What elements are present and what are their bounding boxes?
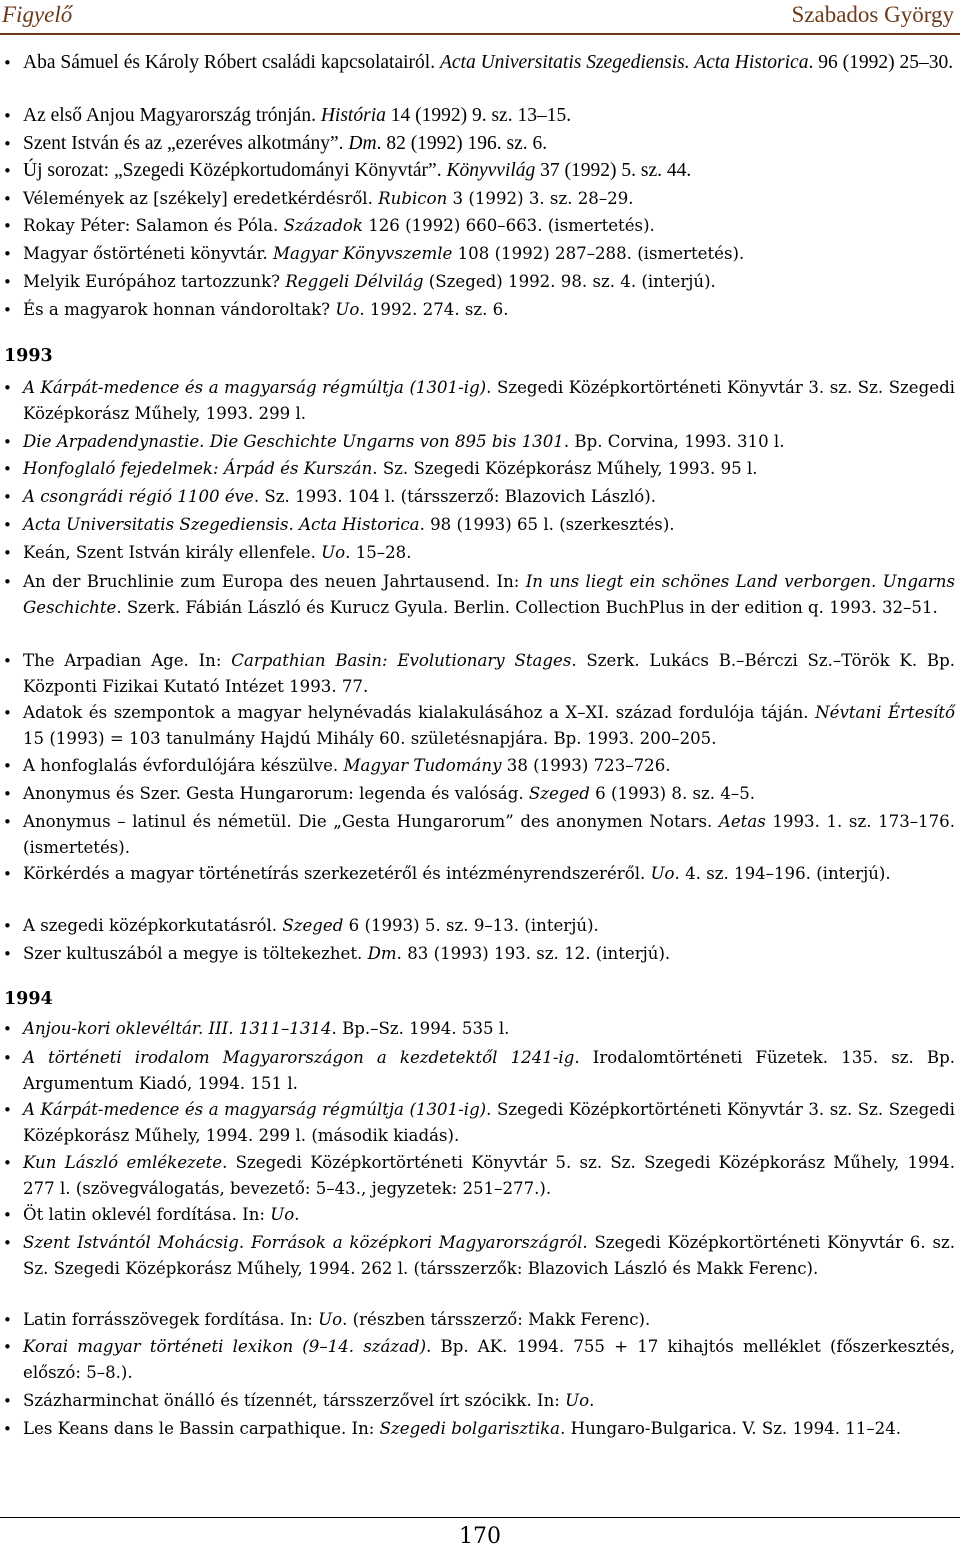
list-item: • Anonymus – latinul és németül. Die „Gesta Hungarorum” des anonymen Notars. Aetas 1993. 1. sz. 173–176. (ismertetés).	[23, 809, 955, 861]
list-item: • Szent István és az „ezeréves alkotmány”. Dm. 82 (1992) 196. sz. 6.	[23, 131, 955, 157]
list-item: • Adatok és szempontok a magyar helynévadás kialakulásához a X–XI. század fordulója táján. Névtani Értesítő 15 (1993) = 103 tanulmány Hajdú Mihály 60. születésnapjára. Bp. 1993. 200–205.	[23, 700, 955, 752]
list-item: • Az első Anjou Magyarország trónján. História 14 (1992) 9. sz. 13–15.	[23, 103, 955, 129]
footer-rule	[0, 1517, 960, 1518]
list-item: • Keán, Szent István király ellenfele. Uo. 15–28.	[23, 540, 955, 566]
list-item: • Melyik Európához tartozzunk? Reggeli Délvilág (Szeged) 1992. 98. sz. 4. (interjú).	[23, 269, 955, 295]
list-item: • Vélemények az [székely] eredetkérdésről. Rubicon 3 (1992) 3. sz. 28–29.	[23, 186, 955, 212]
list-item: • An der Bruchlinie zum Europa des neuen Jahrtausend. In: In uns liegt ein schönes Land verborgen. Ungarns Geschichte. Szerk. Fábián László és Kurucz Gyula. Berlin. Collection BuchPlus in der edition q. 1993. 32–51.	[23, 569, 955, 621]
year-heading: 1994	[4, 989, 53, 1009]
page-header	[0, 0, 960, 30]
author-name: Szabados György	[791, 2, 954, 27]
list-item: • Les Keans dans le Bassin carpathique. In: Szegedi bolgarisztika. Hungaro-Bulgarica. V. Sz. 1994. 11–24.	[23, 1416, 955, 1442]
list-item: • A szegedi középkorkutatásról. Szeged 6 (1993) 5. sz. 9–13. (interjú).	[23, 913, 955, 939]
list-item: • Aba Sámuel és Károly Róbert családi kapcsolatairól. Acta Universitatis Szegediensis. Acta Historica. 96 (1992) 25–30.	[23, 50, 955, 76]
list-item: • Rokay Péter: Salamon és Póla. Századok 126 (1992) 660–663. (ismertetés).	[23, 213, 955, 239]
header-rule	[0, 33, 960, 35]
list-item: • Szent Istvántól Mohácsig. Források a középkori Magyarországról. Szegedi Középkortörténeti Könyvtár 6. sz. Sz. Szegedi Középkorász Műhely, 1994. 262 l. (társszerzők: Blazovich László és Makk Ferenc).	[23, 1230, 955, 1282]
list-item: • Öt latin oklevél fordítása. In: Uo.	[23, 1202, 955, 1228]
list-item: • A csongrádi régió 1100 éve. Sz. 1993. 104 l. (társszerző: Blazovich László).	[23, 484, 955, 510]
list-item: • Anonymus és Szer. Gesta Hungarorum: legenda és valóság. Szeged 6 (1993) 8. sz. 4–5.	[23, 781, 955, 807]
list-item: • Die Arpadendynastie. Die Geschichte Ungarns von 895 bis 1301. Bp. Corvina, 1993. 310 l.	[23, 429, 955, 455]
list-item: • A történeti irodalom Magyarországon a kezdetektől 1241-ig. Irodalomtörténeti Füzetek. 135. sz. Bp. Argumentum Kiadó, 1994. 151 l.	[23, 1045, 955, 1097]
section-title: Figyelő	[2, 2, 73, 27]
list-item: • The Arpadian Age. In: Carpathian Basin: Evolutionary Stages. Szerk. Lukács B.–Bérczi Sz.–Török K. Bp. Központi Fizikai Kutató Intézet 1993. 77.	[23, 648, 955, 700]
page-number: 170	[459, 1524, 501, 1549]
list-item: • Új sorozat: „Szegedi Középkortudományi Könyvtár”. Könyvvilág 37 (1992) 5. sz. 44.	[23, 158, 955, 184]
list-item: • Latin forrásszövegek fordítása. In: Uo. (részben társszerző: Makk Ferenc).	[23, 1307, 955, 1333]
list-item: • Százharminchat önálló és tízennét, társszerzővel írt szócikk. In: Uo.	[23, 1388, 955, 1414]
list-item: • A Kárpát-medence és a magyarság régmúltja (1301-ig). Szegedi Középkortörténeti Könyvtár 3. sz. Sz. Szegedi Középkorász Műhely, 1993. 299 l.	[23, 375, 955, 427]
list-item: • Korai magyar történeti lexikon (9–14. század). Bp. AK. 1994. 755 + 17 kihajtós melléklet (főszerkesztés, előszó: 5–8.).	[23, 1334, 955, 1386]
list-item: • És a magyarok honnan vándoroltak? Uo. 1992. 274. sz. 6.	[23, 297, 955, 323]
list-item: • Szer kultuszából a megye is töltekezhet. Dm. 83 (1993) 193. sz. 12. (interjú).	[23, 941, 955, 967]
list-item: • Honfoglaló fejedelmek: Árpád és Kurszán. Sz. Szegedi Középkorász Műhely, 1993. 95 l.	[23, 456, 955, 482]
list-item: • Acta Universitatis Szegediensis. Acta Historica. 98 (1993) 65 l. (szerkesztés).	[23, 512, 955, 538]
year-heading: 1993	[4, 346, 53, 366]
list-item: • Körkérdés a magyar történetírás szerkezetéről és intézményrendszeréről. Uo. 4. sz. 194–196. (interjú).	[23, 861, 955, 887]
list-item: • A honfoglalás évfordulójára készülve. Magyar Tudomány 38 (1993) 723–726.	[23, 753, 955, 779]
list-item: • Magyar őstörténeti könyvtár. Magyar Könyvszemle 108 (1992) 287–288. (ismertetés).	[23, 241, 955, 267]
list-item: • Anjou-kori oklevéltár. III. 1311–1314. Bp.–Sz. 1994. 535 l.	[23, 1016, 955, 1042]
list-item: • Kun László emlékezete. Szegedi Középkortörténeti Könyvtár 5. sz. Sz. Szegedi Középkorász Műhely, 1994. 277 l. (szövegválogatás, bevezető: 5–43., jegyzetek: 251–277.).	[23, 1150, 955, 1202]
list-item: • A Kárpát-medence és a magyarság régmúltja (1301-ig). Szegedi Középkortörténeti Könyvtár 3. sz. Sz. Szegedi Középkorász Műhely, 1994. 299 l. (második kiadás).	[23, 1097, 955, 1149]
